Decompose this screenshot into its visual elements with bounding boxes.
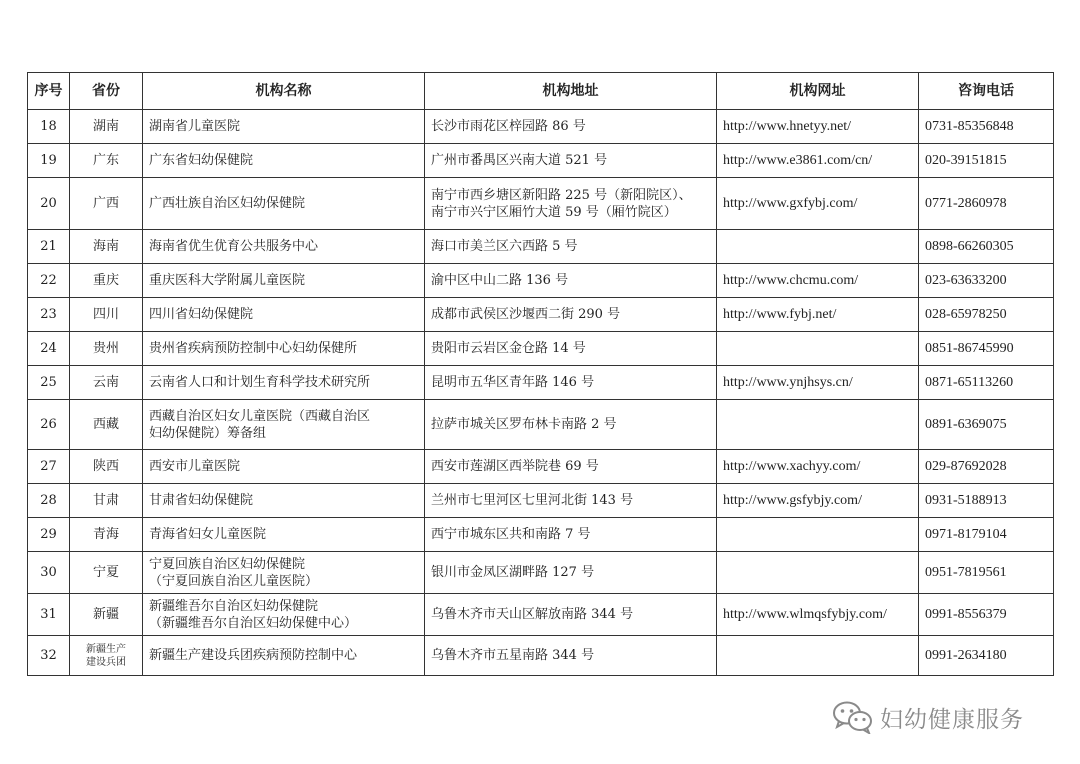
row-no: 21	[28, 230, 70, 264]
table-row	[28, 366, 1054, 400]
row-phone: 0991-8556379	[919, 594, 1054, 636]
row-url: http://www.wlmqsfybjy.com/	[717, 594, 919, 636]
row-province: 青海	[70, 518, 143, 552]
row-name: 新疆生产建设兵团疾病预防控制中心	[143, 636, 425, 676]
row-province: 新疆	[70, 594, 143, 636]
row-url: http://www.fybj.net/	[717, 298, 919, 332]
row-no: 31	[28, 594, 70, 636]
row-province: 宁夏	[70, 552, 143, 594]
table-row	[28, 144, 1054, 178]
row-province: 四川	[70, 298, 143, 332]
table-header-row	[28, 73, 1054, 110]
row-url	[717, 636, 919, 676]
row-no: 20	[28, 178, 70, 230]
row-name: 海南省优生优育公共服务中心	[143, 230, 425, 264]
row-name: 重庆医科大学附属儿童医院	[143, 264, 425, 298]
row-phone: 0771-2860978	[919, 178, 1054, 230]
row-no: 30	[28, 552, 70, 594]
row-province: 湖南	[70, 110, 143, 144]
institution-table	[27, 72, 1054, 676]
row-name: 贵州省疾病预防控制中心妇幼保健所	[143, 332, 425, 366]
row-phone: 0891-6369075	[919, 400, 1054, 450]
row-address: 兰州市七里河区七里河北街 143 号	[425, 484, 717, 518]
row-no: 25	[28, 366, 70, 400]
row-name: 西藏自治区妇女儿童医院（西藏自治区 妇幼保健院）筹备组	[143, 400, 425, 450]
row-address: 昆明市五华区青年路 146 号	[425, 366, 717, 400]
row-url: http://www.e3861.com/cn/	[717, 144, 919, 178]
header-phone: 咨询电话	[919, 73, 1054, 110]
row-no: 18	[28, 110, 70, 144]
table-row	[28, 450, 1054, 484]
row-url	[717, 518, 919, 552]
row-address: 贵阳市云岩区金仓路 14 号	[425, 332, 717, 366]
row-url: http://www.hnetyy.net/	[717, 110, 919, 144]
row-address: 西宁市城东区共和南路 7 号	[425, 518, 717, 552]
table-row	[28, 518, 1054, 552]
row-address: 海口市美兰区六西路 5 号	[425, 230, 717, 264]
row-address: 广州市番禺区兴南大道 521 号	[425, 144, 717, 178]
row-url: http://www.xachyy.com/	[717, 450, 919, 484]
table-row	[28, 636, 1054, 676]
row-province: 新疆生产 建设兵团	[70, 636, 143, 676]
row-no: 23	[28, 298, 70, 332]
row-url	[717, 230, 919, 264]
row-province: 甘肃	[70, 484, 143, 518]
row-province: 云南	[70, 366, 143, 400]
row-url: http://www.ynjhsys.cn/	[717, 366, 919, 400]
row-name: 广西壮族自治区妇幼保健院	[143, 178, 425, 230]
row-province: 海南	[70, 230, 143, 264]
row-phone: 028-65978250	[919, 298, 1054, 332]
row-phone: 0871-65113260	[919, 366, 1054, 400]
row-no: 24	[28, 332, 70, 366]
table-row	[28, 230, 1054, 264]
row-no: 22	[28, 264, 70, 298]
header-no: 序号	[28, 73, 70, 110]
row-name: 甘肃省妇幼保健院	[143, 484, 425, 518]
row-phone: 0931-5188913	[919, 484, 1054, 518]
row-phone: 0731-85356848	[919, 110, 1054, 144]
row-province: 广西	[70, 178, 143, 230]
watermark	[832, 700, 1024, 734]
row-address: 拉萨市城关区罗布林卡南路 2 号	[425, 400, 717, 450]
header-address: 机构地址	[425, 73, 717, 110]
row-province: 贵州	[70, 332, 143, 366]
row-address: 渝中区中山二路 136 号	[425, 264, 717, 298]
row-phone: 020-39151815	[919, 144, 1054, 178]
row-address: 长沙市雨花区梓园路 86 号	[425, 110, 717, 144]
row-url: http://www.chcmu.com/	[717, 264, 919, 298]
row-address: 乌鲁木齐市天山区解放南路 344 号	[425, 594, 717, 636]
table-row	[28, 332, 1054, 366]
row-phone: 0991-2634180	[919, 636, 1054, 676]
row-address: 西安市莲湖区西举院巷 69 号	[425, 450, 717, 484]
wechat-icon	[832, 700, 874, 734]
row-phone: 0851-86745990	[919, 332, 1054, 366]
header-province: 省份	[70, 73, 143, 110]
row-name: 宁夏回族自治区妇幼保健院 （宁夏回族自治区儿童医院）	[143, 552, 425, 594]
row-province: 西藏	[70, 400, 143, 450]
table-row	[28, 552, 1054, 594]
row-phone: 029-87692028	[919, 450, 1054, 484]
row-province: 广东	[70, 144, 143, 178]
row-no: 26	[28, 400, 70, 450]
row-name: 西安市儿童医院	[143, 450, 425, 484]
table-row	[28, 594, 1054, 636]
watermark-text: 妇幼健康服务	[880, 706, 1024, 733]
table-row	[28, 264, 1054, 298]
table-row	[28, 110, 1054, 144]
row-no: 29	[28, 518, 70, 552]
row-name: 云南省人口和计划生育科学技术研究所	[143, 366, 425, 400]
row-name: 新疆维吾尔自治区妇幼保健院 （新疆维吾尔自治区妇幼保健中心）	[143, 594, 425, 636]
row-province: 陕西	[70, 450, 143, 484]
row-province: 重庆	[70, 264, 143, 298]
row-phone: 023-63633200	[919, 264, 1054, 298]
row-url	[717, 332, 919, 366]
row-name: 青海省妇女儿童医院	[143, 518, 425, 552]
table-row	[28, 298, 1054, 332]
row-address: 银川市金凤区湖畔路 127 号	[425, 552, 717, 594]
row-address: 乌鲁木齐市五星南路 344 号	[425, 636, 717, 676]
row-name: 四川省妇幼保健院	[143, 298, 425, 332]
row-name: 湖南省儿童医院	[143, 110, 425, 144]
row-url: http://www.gsfybjy.com/	[717, 484, 919, 518]
row-phone: 0971-8179104	[919, 518, 1054, 552]
row-phone: 0898-66260305	[919, 230, 1054, 264]
row-address: 南宁市西乡塘区新阳路 225 号（新阳院区）、 南宁市兴宁区厢竹大道 59 号（厢竹院区）	[425, 178, 717, 230]
row-name: 广东省妇幼保健院	[143, 144, 425, 178]
row-no: 19	[28, 144, 70, 178]
row-address: 成都市武侯区沙堰西二街 290 号	[425, 298, 717, 332]
table-row	[28, 178, 1054, 230]
row-url	[717, 552, 919, 594]
header-name: 机构名称	[143, 73, 425, 110]
row-phone: 0951-7819561	[919, 552, 1054, 594]
header-url: 机构网址	[717, 73, 919, 110]
table-row	[28, 484, 1054, 518]
row-no: 32	[28, 636, 70, 676]
table-row	[28, 400, 1054, 450]
row-no: 28	[28, 484, 70, 518]
row-no: 27	[28, 450, 70, 484]
row-url: http://www.gxfybj.com/	[717, 178, 919, 230]
row-url	[717, 400, 919, 450]
